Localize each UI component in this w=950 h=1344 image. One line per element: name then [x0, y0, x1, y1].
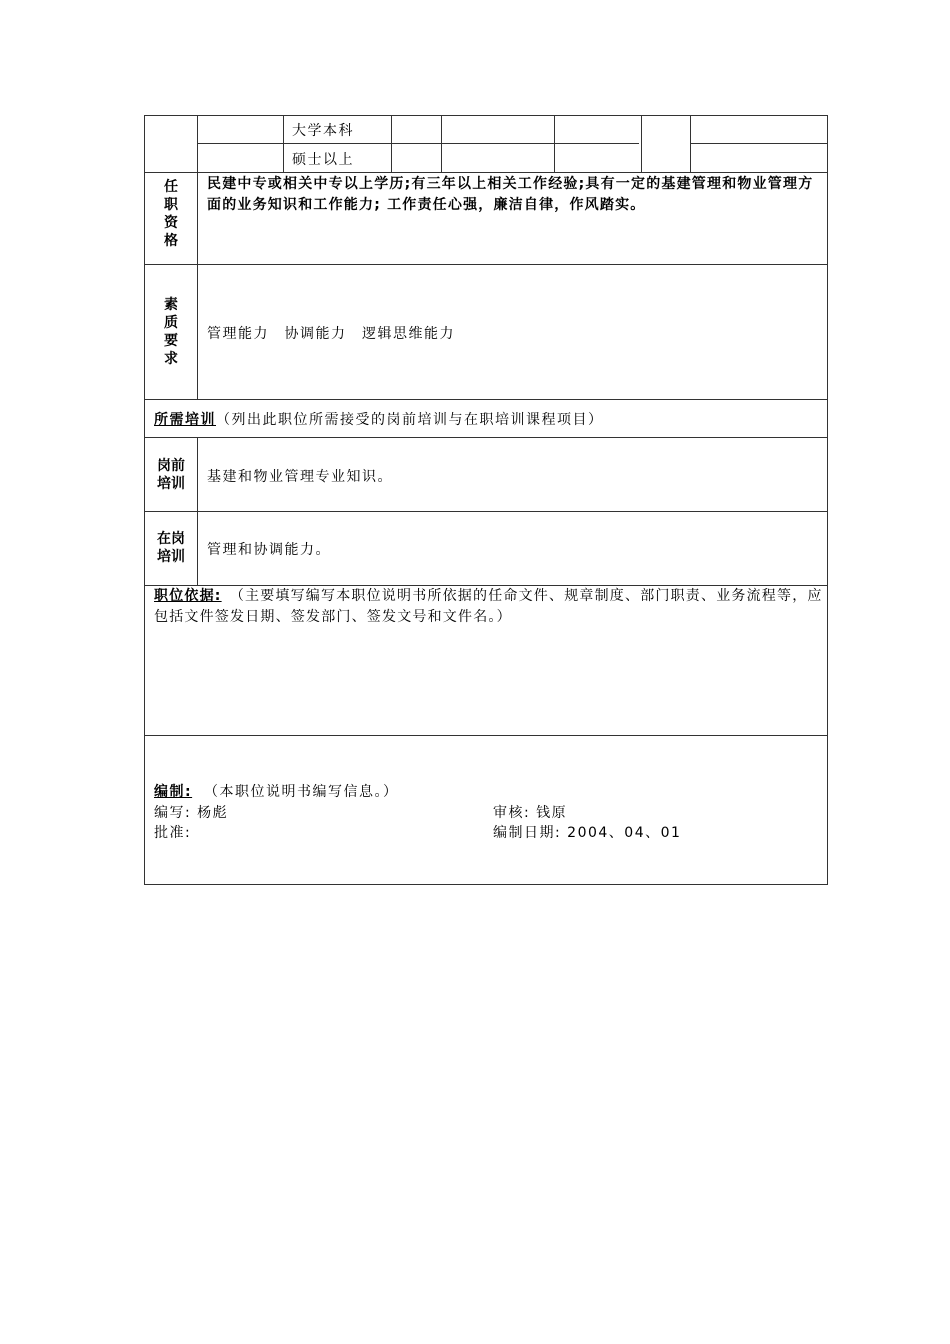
row-divider — [145, 511, 827, 512]
row-divider — [145, 437, 827, 438]
writer-label: 编写: — [154, 805, 192, 821]
row-divider — [145, 172, 827, 173]
date-field — [493, 824, 681, 842]
row-divider — [145, 264, 827, 265]
basis-block — [154, 586, 824, 628]
col-divider — [690, 116, 691, 172]
date-value: 2004、04、01 — [567, 825, 682, 841]
reviewer-field — [493, 804, 567, 822]
row-divider — [145, 735, 827, 736]
approver-label: 批准: — [154, 825, 192, 841]
basis-note: （主要填写编写本职位说明书所依据的任命文件、规章制度、部门职责、业务流程等，应包括文件签发日期、签发部门、签发文号和文件名。） — [154, 588, 823, 625]
compile-note: （本职位说明书编写信息。） — [204, 784, 399, 800]
col-divider — [391, 116, 392, 172]
writer-value: 杨彪 — [197, 805, 229, 821]
compile-heading-row — [154, 783, 399, 801]
col-divider — [641, 116, 642, 172]
qualification-label: 任 职 资 格 — [164, 179, 178, 249]
approver-field — [154, 824, 191, 842]
job-description-form — [144, 115, 828, 885]
row-divider — [690, 143, 827, 144]
col-divider — [441, 116, 442, 172]
basis-heading: 职位依据: — [154, 588, 222, 604]
qualification-text: 民建中专或相关中专以上学历;有三年以上相关工作经验;具有一定的基建管理和物业管理方面的业务知识和工作能力; 工作责任心强，廉洁自律，作风踏实。 — [207, 176, 814, 213]
reviewer-label: 审核: — [493, 805, 531, 821]
on-job-training-label: 在岗 培训 — [157, 531, 185, 565]
degree-bachelor: 大学本科 — [292, 123, 354, 139]
row-divider — [145, 399, 827, 400]
col-divider — [554, 116, 555, 172]
date-label: 编制日期: — [493, 825, 562, 841]
degree-master: 硕士以上 — [292, 152, 354, 168]
training-heading: 所需培训 — [154, 412, 216, 428]
label-col-divider — [197, 172, 198, 399]
writer-field — [154, 804, 228, 822]
col-divider — [197, 116, 198, 172]
reviewer-value: 钱原 — [536, 805, 568, 821]
row-divider — [197, 143, 639, 144]
on-job-training-text: 管理和协调能力。 — [207, 542, 331, 558]
competency-label: 素 质 要 求 — [164, 297, 178, 367]
pre-job-training-text: 基建和物业管理专业知识。 — [207, 469, 393, 485]
pre-job-training-label: 岗前 培训 — [157, 458, 185, 492]
training-note: （列出此职位所需接受的岗前培训与在职培训课程项目） — [216, 412, 604, 428]
compile-heading: 编制: — [154, 784, 193, 800]
training-heading-row — [154, 411, 604, 429]
competency-text: 管理能力 协调能力 逻辑思维能力 — [207, 326, 455, 342]
col-divider — [283, 116, 284, 172]
